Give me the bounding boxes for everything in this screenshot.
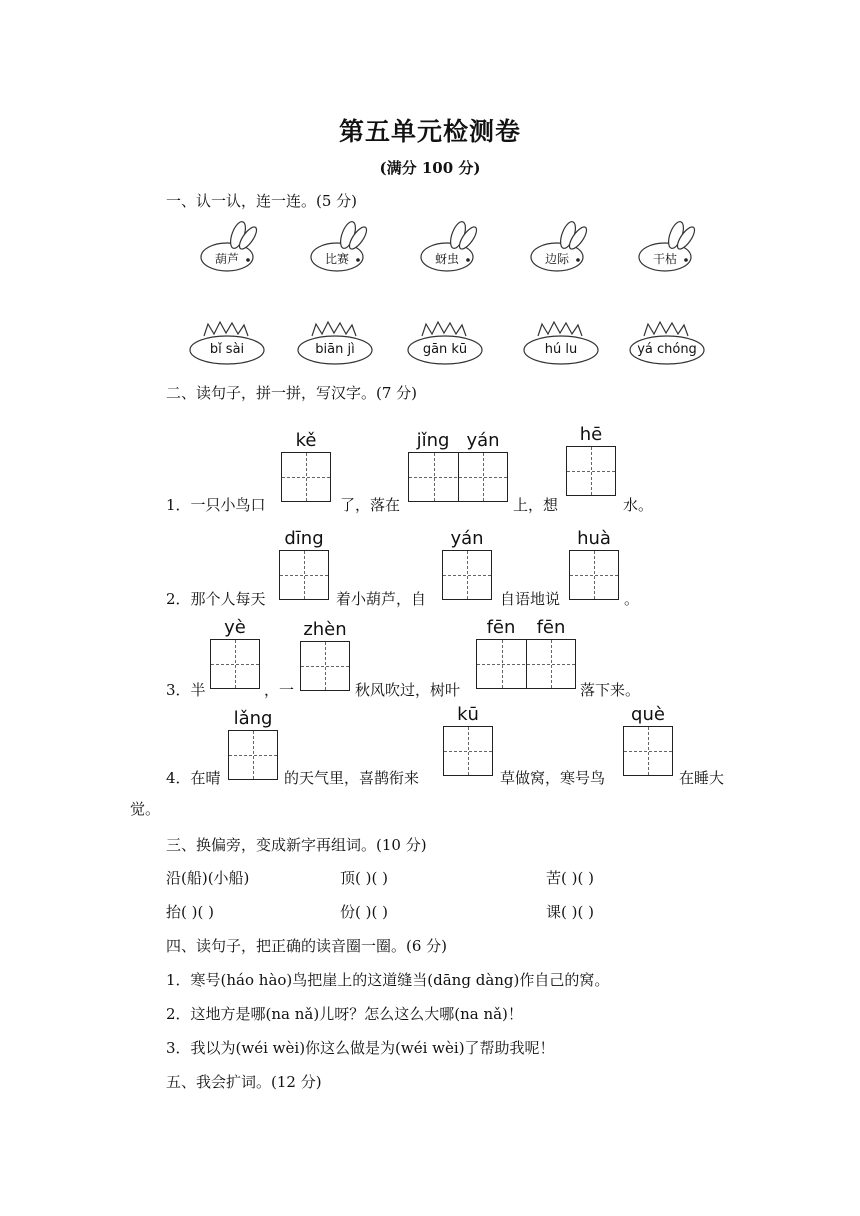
pinyin: lǎng (233, 708, 273, 729)
sentence-text: 2．那个人每天 (166, 590, 266, 608)
sentence-text: 着小葫芦，自 (336, 590, 427, 608)
writing-box[interactable] (210, 639, 260, 689)
rabbit-word: 干枯 (652, 252, 677, 266)
pinyin: què (631, 704, 665, 725)
sentence-text: 水。 (623, 496, 654, 514)
sentence-text: 3．我以为(wéi wèi)你这么做是为(wéi wèi)了帮助我呢！ (166, 1039, 555, 1057)
sentence-text: 上，想 (513, 496, 559, 514)
page-title: 第五单元检测卷 (338, 117, 521, 146)
pinyin: fēn (536, 617, 566, 638)
section3-heading: 三、换偏旁，变成新字再组词。(10 分) (166, 836, 427, 854)
exercise-item: 顶( )( ) (340, 869, 388, 887)
grass-word: bǐ sài (209, 342, 245, 357)
writing-box[interactable] (442, 550, 492, 600)
pinyin: kū (457, 704, 479, 725)
grass-word: hú lu (544, 342, 578, 357)
writing-box[interactable] (300, 641, 350, 691)
exercise-item: 沿(船)(小船) (166, 869, 250, 887)
section5-heading: 五、我会扩词。(12 分) (166, 1073, 322, 1091)
writing-box[interactable] (623, 726, 673, 776)
pinyin: yè (224, 617, 246, 638)
rabbit-word: 葫芦 (214, 252, 239, 266)
sentence-text: 1．寒号(háo hào)鸟把崖上的这道缝当(dāng dàng)作自己的窝。 (166, 971, 610, 989)
grass-word: gān kū (422, 342, 468, 357)
writing-box[interactable] (566, 446, 616, 496)
pinyin: yán (450, 528, 484, 549)
pinyin: kě (295, 430, 317, 451)
page-subtitle: (满分 100 分) (379, 159, 481, 177)
writing-box[interactable] (279, 550, 329, 600)
sentence-text: 自语地说 (500, 590, 561, 608)
sentence-text: 秋风吹过，树叶 (355, 681, 461, 699)
pinyin: dīng (284, 528, 324, 549)
sentence-text: 在睡大 (679, 769, 725, 787)
exercise-item: 苦( )( ) (546, 869, 594, 887)
exercise-item: 份( )( ) (340, 903, 388, 921)
exercise-item: 抬( )( ) (166, 903, 214, 921)
sentence-text: 了，落在 (340, 496, 401, 514)
sentence-text: 。 (624, 590, 640, 608)
grass-word: yá chóng (637, 342, 697, 357)
rabbit-word: 比赛 (324, 252, 349, 266)
sentence-text: 草做窝，寒号鸟 (500, 769, 606, 787)
sentence-text: 1．一只小鸟口 (166, 496, 266, 514)
pinyin: huà (577, 528, 611, 549)
rabbit-word: 蚜虫 (434, 252, 459, 266)
sentence-text: 的天气里，喜鹊衔来 (284, 769, 420, 787)
pinyin: yán (466, 430, 500, 451)
sentence-text: 4．在晴 (166, 769, 221, 787)
writing-box[interactable] (443, 726, 493, 776)
rabbit-word: 边际 (544, 252, 569, 266)
sentence-text: 2．这地方是哪(na nǎ)儿呀？怎么这么大哪(na nǎ)！ (166, 1005, 523, 1023)
pinyin: jǐng (416, 430, 450, 451)
sentence-text: 觉。 (130, 800, 161, 818)
pinyin: fēn (486, 617, 516, 638)
writing-box-double[interactable] (476, 639, 576, 689)
sentence-text: 落下来。 (580, 681, 641, 699)
grass-word: biān jì (315, 342, 355, 357)
exercise-item: 课( )( ) (546, 903, 594, 921)
section2-heading: 二、读句子，拼一拼，写汉字。(7 分) (166, 384, 418, 402)
writing-box[interactable] (228, 730, 278, 780)
writing-box[interactable] (569, 550, 619, 600)
writing-box[interactable] (281, 452, 331, 502)
pinyin: zhèn (303, 619, 347, 640)
writing-box-double[interactable] (408, 452, 508, 502)
sentence-text: ，一 (264, 681, 295, 699)
section4-heading: 四、读句子，把正确的读音圈一圈。(6 分) (166, 937, 448, 955)
section1-heading: 一、认一认，连一连。(5 分) (166, 192, 358, 210)
pinyin: hē (579, 424, 603, 445)
sentence-text: 3．半 (166, 681, 206, 699)
